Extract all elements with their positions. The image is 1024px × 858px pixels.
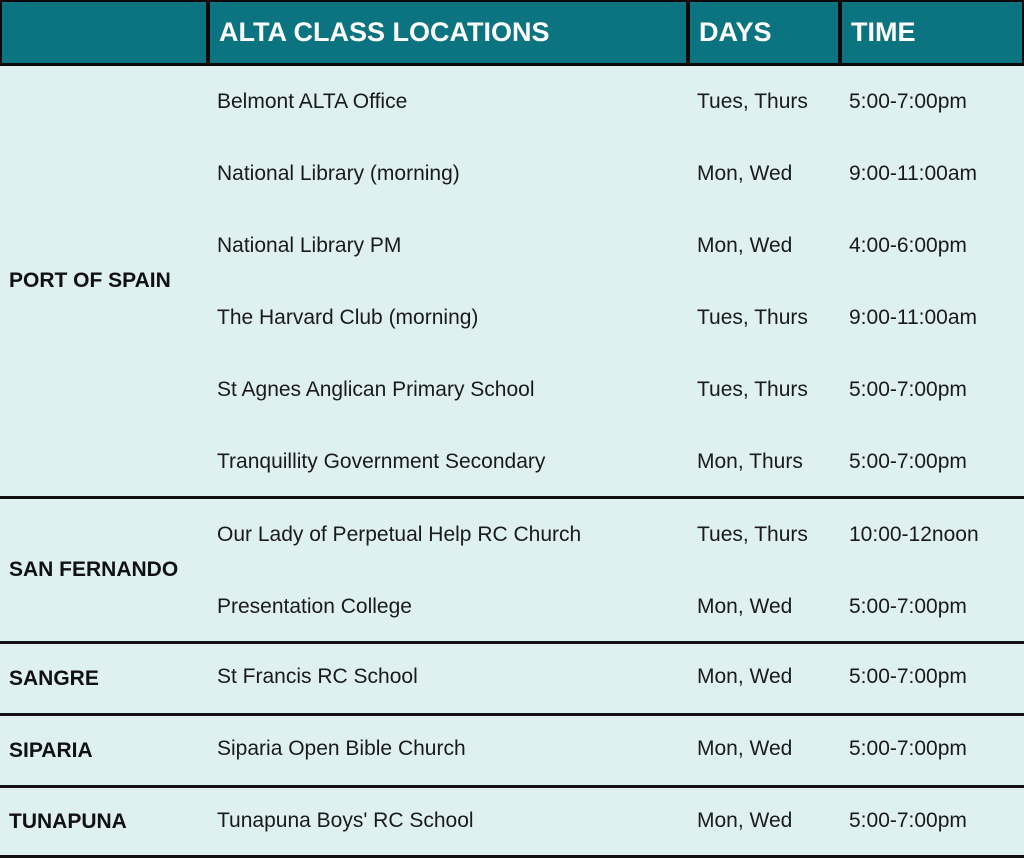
header-region — [2, 2, 206, 63]
group-siparia — [0, 713, 1024, 785]
days-cell: Tues, Thurs — [697, 306, 808, 329]
table-row — [0, 426, 1024, 498]
time-cell: 10:00-12noon — [849, 523, 979, 546]
group-port-of-spain — [0, 66, 1024, 496]
table-row — [0, 785, 1024, 857]
location-cell: Presentation College — [217, 595, 412, 618]
group-tunapuna — [0, 785, 1024, 855]
time-cell: 9:00-11:00am — [849, 306, 978, 329]
location-cell: The Harvard Club (morning) — [217, 306, 479, 329]
time-cell: 4:00-6:00pm — [849, 234, 967, 257]
time-cell: 5:00-7:00pm — [849, 737, 967, 760]
table-row — [0, 354, 1024, 426]
header-time: TIME — [842, 2, 1022, 63]
time-cell: 5:00-7:00pm — [849, 378, 967, 401]
location-cell: National Library PM — [217, 234, 402, 257]
group-san-fernando — [0, 496, 1024, 641]
location-cell: Our Lady of Perpetual Help RC Church — [217, 523, 582, 546]
days-cell: Mon, Wed — [697, 809, 793, 832]
time-cell: 5:00-7:00pm — [849, 809, 967, 832]
region-label: SIPARIA — [9, 738, 93, 762]
region-label: TUNAPUNA — [9, 809, 127, 833]
region-label: PORT OF SPAIN — [9, 269, 171, 292]
location-cell: Siparia Open Bible Church — [217, 737, 466, 760]
table-row — [0, 66, 1024, 138]
group-sangre — [0, 641, 1024, 713]
table-row — [0, 571, 1024, 643]
days-cell: Tues, Thurs — [697, 378, 808, 401]
table-row — [0, 210, 1024, 282]
time-cell: 5:00-7:00pm — [849, 450, 967, 473]
location-cell: St Francis RC School — [217, 665, 418, 688]
time-cell: 5:00-7:00pm — [849, 90, 967, 113]
days-cell: Mon, Wed — [697, 595, 793, 618]
table-header — [0, 0, 1024, 66]
table-row — [0, 499, 1024, 571]
location-cell: Tunapuna Boys' RC School — [217, 809, 474, 832]
days-cell: Tues, Thurs — [697, 523, 808, 546]
days-cell: Mon, Wed — [697, 162, 793, 185]
table-row — [0, 713, 1024, 785]
days-cell: Tues, Thurs — [697, 90, 808, 113]
days-cell: Mon, Wed — [697, 665, 793, 688]
time-cell: 9:00-11:00am — [849, 162, 978, 185]
time-cell: 5:00-7:00pm — [849, 665, 967, 688]
days-cell: Mon, Wed — [697, 234, 793, 257]
table-row — [0, 282, 1024, 354]
table-row — [0, 641, 1024, 713]
header-locations: ALTA CLASS LOCATIONS — [210, 2, 686, 63]
region-label: SAN FERNANDO — [9, 558, 179, 581]
days-cell: Mon, Wed — [697, 737, 793, 760]
location-cell: Tranquillity Government Secondary — [217, 450, 546, 473]
days-cell: Mon, Thurs — [697, 450, 803, 473]
location-cell: Belmont ALTA Office — [217, 90, 408, 113]
time-cell: 5:00-7:00pm — [849, 595, 967, 618]
location-cell: National Library (morning) — [217, 162, 460, 185]
header-days: DAYS — [690, 2, 838, 63]
table-row — [0, 138, 1024, 210]
location-cell: St Agnes Anglican Primary School — [217, 378, 535, 401]
region-label: SANGRE — [9, 666, 99, 690]
